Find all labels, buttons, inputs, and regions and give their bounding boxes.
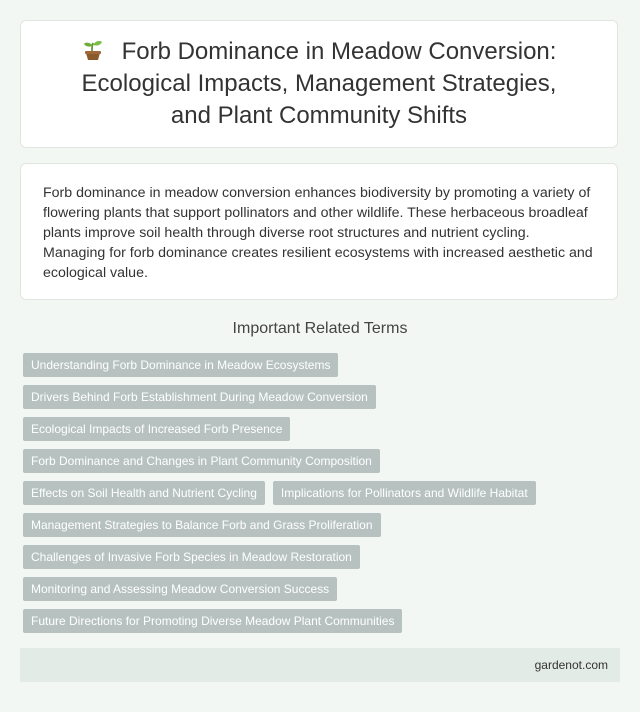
related-term-tag[interactable]: Monitoring and Assessing Meadow Conversion Success [23, 577, 337, 601]
related-terms-heading: Important Related Terms [232, 320, 408, 337]
tag-row [23, 385, 619, 409]
tag-row [23, 449, 619, 473]
sprout-icon [82, 38, 104, 60]
related-term-tag[interactable]: Implications for Pollinators and Wildlife Habitat [273, 481, 536, 505]
tag-row [23, 513, 619, 537]
summary-card [20, 163, 618, 300]
related-term-tag[interactable]: Drivers Behind Forb Establishment During Meadow Conversion [23, 385, 376, 409]
related-term-tag[interactable]: Understanding Forb Dominance in Meadow Ecosystems [23, 353, 338, 377]
summary-text: Forb dominance in meadow conversion enhances biodiversity by promoting a variety of flowering plants that support pollinators and other wildlife. These herbaceous broadleaf plants improve soil health through diverse root structures and nutrient cycling. Managing for forb dominance creates resilient ecosystems with increased aesthetic and ecological value. [43, 185, 593, 281]
related-term-tag[interactable]: Future Directions for Promoting Diverse Meadow Plant Communities [23, 609, 402, 633]
tag-row [23, 545, 619, 569]
tag-row [23, 481, 619, 505]
related-term-tag[interactable]: Ecological Impacts of Increased Forb Presence [23, 417, 290, 441]
tag-row [23, 417, 619, 441]
related-term-tag[interactable]: Forb Dominance and Changes in Plant Community Composition [23, 449, 380, 473]
footer-site-link[interactable]: gardenot.com [534, 658, 608, 672]
related-term-tag[interactable]: Challenges of Invasive Forb Species in Meadow Restoration [23, 545, 360, 569]
tag-row [23, 609, 619, 633]
tag-row [23, 577, 619, 601]
page-title [21, 36, 617, 132]
related-terms-list [23, 353, 619, 641]
page-title-text: Forb Dominance in Meadow Conversion: Ecological Impacts, Management Strategies, and Plant Community Shifts [81, 38, 557, 129]
tag-row [23, 353, 619, 377]
title-card [20, 20, 618, 148]
footer [20, 648, 620, 682]
related-term-tag[interactable]: Management Strategies to Balance Forb and Grass Proliferation [23, 513, 381, 537]
related-term-tag[interactable]: Effects on Soil Health and Nutrient Cycling [23, 481, 265, 505]
